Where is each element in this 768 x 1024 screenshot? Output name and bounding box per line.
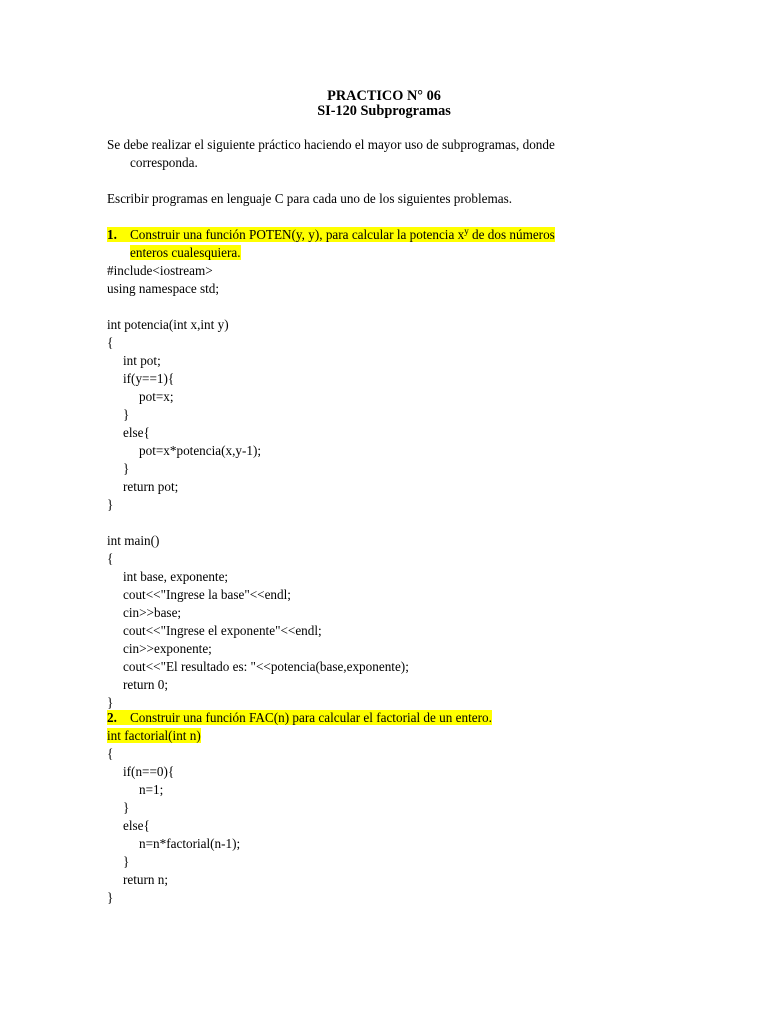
code-1-line: int pot;: [123, 353, 161, 368]
code-1-line: return 0;: [123, 677, 169, 692]
intro-line-2: corresponda.: [130, 155, 198, 170]
code-1-line: }: [107, 497, 114, 512]
code-1-line: pot=x;: [139, 389, 174, 404]
code-2-line: {: [107, 746, 114, 761]
code-2-line: }: [107, 890, 114, 905]
code-2-line: if(n==0){: [123, 764, 175, 779]
code-1-line: {: [107, 335, 114, 350]
code-2-line: return n;: [123, 872, 169, 887]
code-2-line: else{: [123, 818, 150, 833]
code-1-line: }: [123, 461, 130, 476]
code-2-line: }: [123, 800, 130, 815]
code-2-line: n=1;: [139, 782, 164, 797]
problem-2-text: Construir una función FAC(n) para calcular el factorial de un entero.: [130, 710, 492, 725]
code-1-line: int potencia(int x,int y): [107, 317, 229, 332]
code-1-line: int base, exponente;: [123, 569, 229, 584]
problem-1-superscript: y: [464, 226, 469, 236]
code-1-line: return pot;: [123, 479, 179, 494]
problem-1-line-1: [107, 226, 555, 244]
problem-2-number: 2.: [107, 710, 117, 725]
problem-1-number: 1.: [107, 227, 117, 242]
code-2-line: }: [123, 854, 130, 869]
problem-1-text: Construir una función POTEN(y, y), para calcular la potencia x: [130, 227, 465, 242]
problem-1-text-line-2: enteros cualesquiera.: [130, 245, 241, 260]
code-1-line: cin>>base;: [123, 605, 182, 620]
code-1-line: }: [107, 695, 114, 710]
code-1-line: using namespace std;: [107, 281, 220, 296]
intro-line-1: Se debe realizar el siguiente práctico haciendo el mayor uso de subprogramas, donde: [107, 137, 555, 152]
code-1-line: cout<<"Ingrese el exponente"<<endl;: [123, 623, 322, 638]
code-1-line: cout<<"Ingrese la base"<<endl;: [123, 587, 291, 602]
code-1-line: if(y==1){: [123, 371, 175, 386]
problem-2-line: [107, 709, 492, 727]
intro-line-3: Escribir programas en lenguaje C para cada uno de los siguientes problemas.: [107, 191, 513, 206]
code-1-line: }: [123, 407, 130, 422]
code-1-line: {: [107, 551, 114, 566]
code-1-line: #include<iostream>: [107, 263, 213, 278]
code-2-line: n=n*factorial(n-1);: [139, 836, 241, 851]
problem-1-text-end: de dos números: [468, 227, 555, 242]
problem-2-signature: int factorial(int n): [107, 728, 201, 743]
page-title: PRACTICO N° 06: [327, 88, 441, 104]
code-1-line: cin>>exponente;: [123, 641, 212, 656]
code-1-line: int main(): [107, 533, 160, 548]
code-1-line: else{: [123, 425, 150, 440]
problem-1-line-2: [130, 244, 241, 262]
code-1-line: pot=x*potencia(x,y-1);: [139, 443, 262, 458]
code-1-line: cout<<"El resultado es: "<<potencia(base,exponente);: [123, 659, 409, 674]
problem-2-signature-line: [107, 727, 201, 745]
page-subtitle: SI-120 Subprogramas: [317, 103, 451, 119]
